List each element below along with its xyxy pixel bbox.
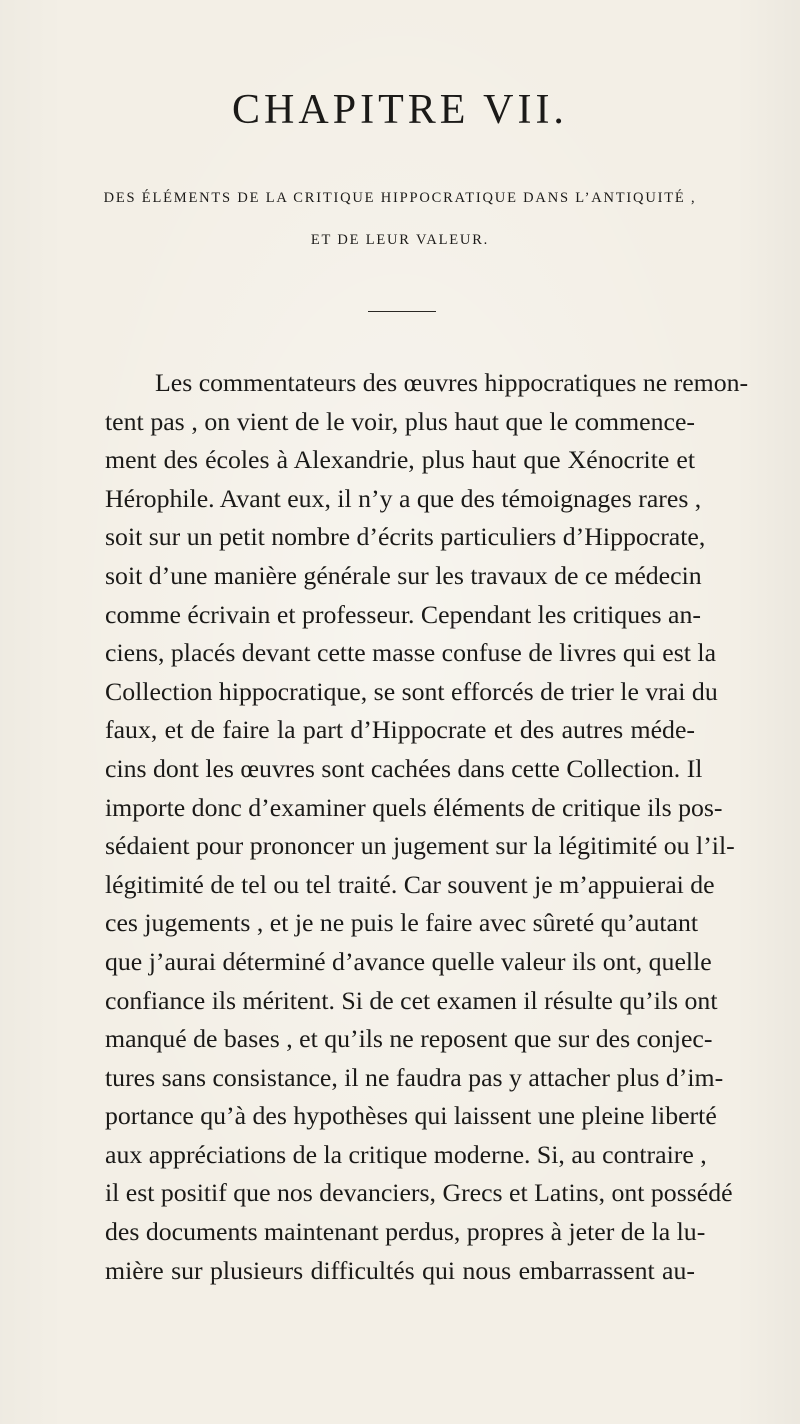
section-divider: [368, 311, 436, 312]
text-line: Hérophile. Avant eux, il n’y a que des témoignages rares ,: [105, 483, 702, 513]
text-line: importe donc d’examiner quels éléments de critique ils pos-: [105, 792, 723, 822]
text-line: comme écrivain et professeur. Cependant les critiques an-: [105, 599, 701, 629]
text-line: soit sur un petit nombre d’écrits particuliers d’Hippocrate,: [105, 522, 706, 552]
text-line: que j’aurai déterminé d’avance quelle valeur ils ont, quelle: [105, 946, 712, 976]
chapter-subtitle-line-1: DES ÉLÉMENTS DE LA CRITIQUE HIPPOCRATIQUE DANS L’ANTIQUITÉ ,: [103, 190, 697, 206]
text-line: mière sur plusieurs difficultés qui nous embarrassent au-: [105, 1255, 695, 1285]
text-line: manqué de bases , et qu’ils ne reposent que sur des conjec-: [105, 1024, 713, 1054]
text-line: des documents maintenant perdus, propres à jeter de la lu-: [105, 1217, 706, 1247]
body-paragraph: [105, 364, 749, 1290]
text-line: confiance ils méritent. Si de cet examen il résulte qu’ils ont: [105, 985, 718, 1015]
text-line: cins dont les œuvres sont cachées dans cette Collection. Il: [105, 753, 703, 783]
text-line: Les commentateurs des œuvres hippocratiques ne remon-: [155, 368, 749, 397]
text-line: Collection hippocratique, se sont efforcés de trier le vrai du: [105, 676, 718, 706]
text-line: ces jugements , et je ne puis le faire avec sûreté qu’autant: [105, 908, 699, 938]
text-line: légitimité de tel ou tel traité. Car souvent je m’appuierai de: [105, 869, 715, 899]
text-line: sédaient pour prononcer un jugement sur la légitimité ou l’il-: [105, 831, 735, 861]
text-line: soit d’une manière générale sur les travaux de ce médecin: [105, 560, 702, 590]
text-line: tent pas , on vient de le voir, plus haut que le commence-: [105, 406, 695, 436]
text-line: aux appréciations de la critique moderne. Si, au contraire ,: [105, 1139, 707, 1169]
chapter-title: CHAPITRE VII.: [232, 87, 568, 133]
text-line: faux, et de faire la part d’Hippocrate et des autres méde-: [105, 715, 695, 745]
chapter-subtitle-line-2: ET DE LEUR VALEUR.: [310, 232, 490, 248]
text-line: ciens, placés devant cette masse confuse de livres qui est la: [105, 638, 717, 668]
text-line: il est positif que nos devanciers, Grecs et Latins, ont possédé: [105, 1178, 733, 1208]
text-line: portance qu’à des hypothèses qui laissent une pleine liberté: [105, 1101, 717, 1131]
text-line: tures sans consistance, il ne faudra pas y attacher plus d’im-: [105, 1062, 724, 1092]
text-line: ment des écoles à Alexandrie, plus haut que Xénocrite et: [105, 445, 695, 475]
